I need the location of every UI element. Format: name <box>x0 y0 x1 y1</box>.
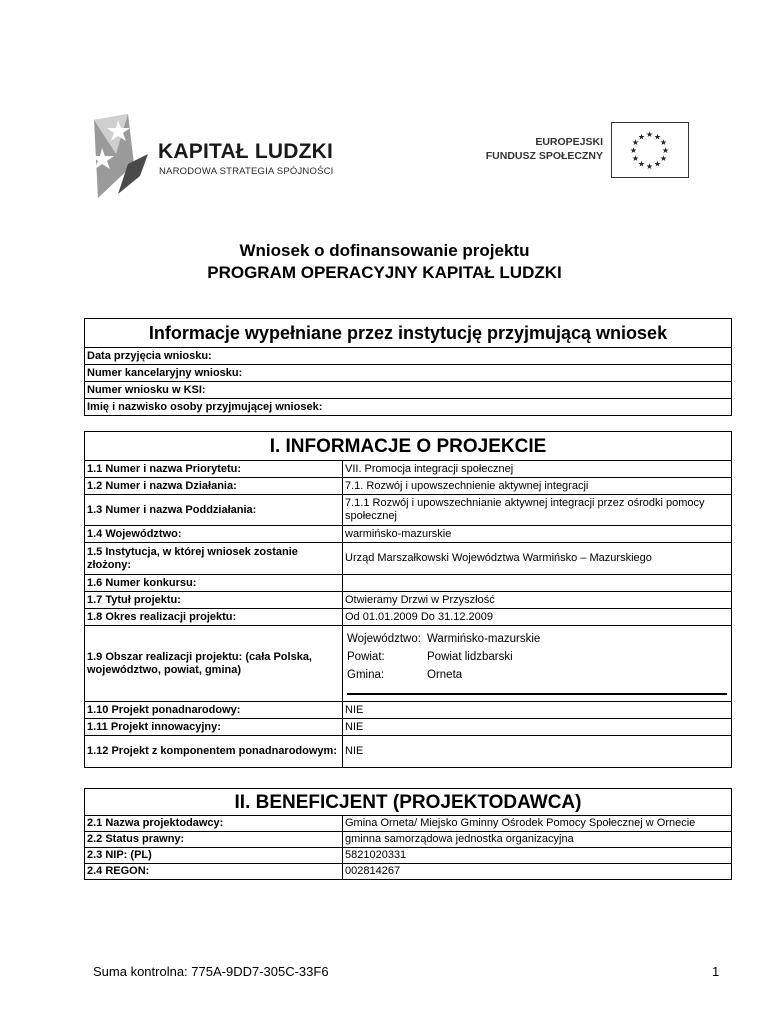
star-emblem-icon <box>88 114 152 200</box>
area-divider <box>347 693 727 695</box>
svg-text:★: ★ <box>631 154 640 163</box>
row-label: 1.5 Instytucja, w której wniosek zostanie złożony: <box>85 543 343 575</box>
row-label: 1.4 Województwo: <box>85 526 343 543</box>
efs-line2: FUNDUSZ SPOŁECZNY <box>485 150 603 162</box>
row-value: NIE <box>343 736 732 768</box>
area-voivodeship <box>347 633 540 646</box>
svg-text:★: ★ <box>661 146 670 155</box>
row-label: 2.2 Status prawny: <box>85 832 343 848</box>
svg-text:★: ★ <box>629 146 638 155</box>
area-key: Województwo: <box>347 632 421 645</box>
row-value: NIE <box>343 719 732 736</box>
svg-text:★: ★ <box>653 159 662 169</box>
field-office-number: Numer kancelaryjny wniosku: <box>85 365 732 382</box>
svg-text:★: ★ <box>659 138 668 147</box>
row-label: 1.6 Numer konkursu: <box>85 575 343 592</box>
row-value: Od 01.01.2009 Do 31.12.2009 <box>343 609 732 626</box>
area-key: Gmina: <box>347 668 385 681</box>
row-value: VII. Promocja integracji społecznej <box>343 461 732 478</box>
svg-text:★: ★ <box>653 132 662 142</box>
institution-table <box>84 318 732 416</box>
eu-flag-icon <box>611 122 689 178</box>
area-county <box>347 651 513 664</box>
svg-text:★: ★ <box>637 132 646 142</box>
row-value: 7.1.1 Rozwój i upowszechnianie aktywnej integracji przez ośrodki pomocy społecznej <box>343 495 732 526</box>
row-label: 1.7 Tytuł projektu: <box>85 592 343 609</box>
row-label: 1.12 Projekt z komponentem ponadnarodowym: <box>85 736 343 768</box>
row-label: 1.2 Numer i nazwa Działania: <box>85 478 343 495</box>
area-value: Orneta <box>427 668 463 681</box>
efs-line1: EUROPEJSKI <box>535 136 603 148</box>
program-title: PROGRAM OPERACYJNY KAPITAŁ LUDZKI <box>207 263 562 282</box>
row-value: 002814267 <box>343 864 732 880</box>
beneficiary-section-heading: II. BENEFICJENT (PROJEKTODAWCA) <box>85 789 732 816</box>
area-value: Warmińsko-mazurskie <box>427 632 541 645</box>
row-value: 7.1. Rozwój i upowszechnienie aktywnej integracji <box>343 478 732 495</box>
row-label: 1.8 Okres realizacji projektu: <box>85 609 343 626</box>
page-number: 1 <box>712 964 720 979</box>
row-label: 1.9 Obszar realizacji projektu: (cała Polska, województwo, powiat, gmina) <box>85 626 343 702</box>
project-section-heading: I. INFORMACJE O PROJEKCIE <box>85 432 732 461</box>
field-date-received: Data przyjęcia wniosku: <box>85 348 732 365</box>
area-cell <box>343 626 732 702</box>
row-label: 2.1 Nazwa projektodawcy: <box>85 816 343 832</box>
row-label: 1.3 Numer i nazwa Poddziałania: <box>85 495 343 526</box>
logo-title: KAPITAŁ LUDZKI <box>158 140 334 163</box>
document-title: Wniosek o dofinansowanie projektu <box>239 241 530 260</box>
project-info-table <box>84 431 732 768</box>
row-label: 2.3 NIP: (PL) <box>85 848 343 864</box>
checksum: Suma kontrolna: 775A-9DD7-305C-33F6 <box>93 964 329 979</box>
row-value: gminna samorządowa jednostka organizacyjna <box>343 832 732 848</box>
svg-text:★: ★ <box>637 159 646 169</box>
row-label: 1.11 Projekt innowacyjny: <box>85 719 343 736</box>
efs-logo <box>485 120 695 182</box>
svg-text:★: ★ <box>645 130 654 139</box>
kapital-ludzki-logo <box>88 112 348 202</box>
area-value: Powiat lidzbarski <box>427 650 513 663</box>
beneficiary-table <box>84 788 732 880</box>
logo-subtitle: NARODOWA STRATEGIA SPÓJNOŚCI <box>159 166 334 177</box>
field-receiver-name: Imię i nazwisko osoby przyjmującej wniosek: <box>85 399 732 416</box>
row-label: 1.1 Numer i nazwa Priorytetu: <box>85 461 343 478</box>
row-label: 2.4 REGON: <box>85 864 343 880</box>
row-value: Otwieramy Drzwi w Przyszłość <box>343 592 732 609</box>
row-value: Urząd Marszałkowski Województwa Warmińsko – Mazurskiego <box>343 543 732 575</box>
row-label: 1.10 Projekt ponadnarodowy: <box>85 702 343 719</box>
field-ksi-number: Numer wniosku w KSI: <box>85 382 732 399</box>
area-key: Powiat: <box>347 650 385 663</box>
svg-text:★: ★ <box>631 138 640 147</box>
institution-heading: Informacje wypełniane przez instytucję przyjmującą wniosek <box>85 319 732 348</box>
row-value <box>343 575 732 592</box>
svg-text:★: ★ <box>659 154 668 163</box>
row-value: Gmina Orneta/ Miejsko Gminny Ośrodek Pomocy Społecznej w Ornecie <box>343 816 732 832</box>
row-value: warmińsko-mazurskie <box>343 526 732 543</box>
area-box <box>345 631 729 697</box>
svg-text:★: ★ <box>645 162 654 171</box>
row-value: 5821020331 <box>343 848 732 864</box>
area-municipality <box>347 669 462 682</box>
row-value: NIE <box>343 702 732 719</box>
